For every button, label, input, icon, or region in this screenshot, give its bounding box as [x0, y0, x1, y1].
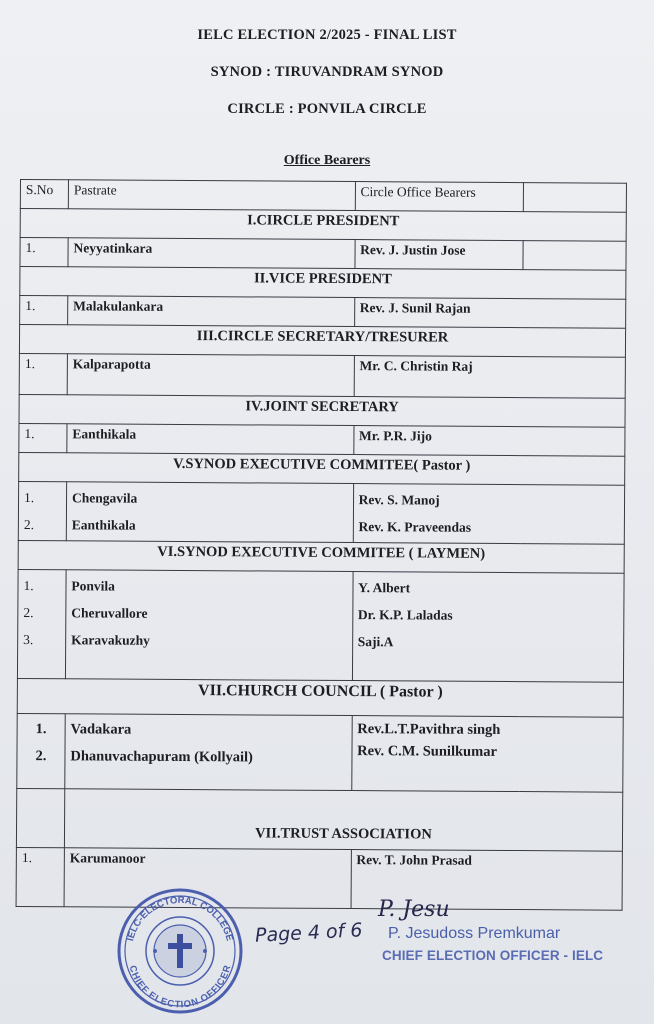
election-title: IELC ELECTION 2/2025 - FINAL LIST: [197, 27, 457, 43]
row-name: Rev. J. Justin Jose: [355, 240, 524, 270]
row-name: Mr. C. Christin Raj: [354, 356, 626, 399]
circle-title: CIRCLE : PONVILA CIRCLE: [227, 101, 427, 117]
col-office-bearers: Circle Office Bearers: [355, 182, 524, 212]
election-seal: [115, 886, 245, 1016]
table-row: [16, 847, 622, 910]
col-blank: [523, 183, 626, 213]
section-synod-exec-pastor: V.SYNOD EXECUTIVE COMMITEE( Pastor ): [19, 452, 625, 485]
table-row: [17, 569, 624, 682]
section-synod-exec-laymen: VI.SYNOD EXECUTIVE COMMITEE ( LAYMEN): [18, 540, 624, 573]
col-sno: S.No: [20, 180, 68, 209]
row-name: Rev.L.T.Pavithra singh Rev. C.M. Sunilkumar: [351, 716, 623, 793]
row-blank: [523, 241, 626, 271]
office-bearers-table: [16, 179, 627, 911]
table-header-row: [20, 180, 626, 213]
table-row: [17, 713, 623, 792]
row-pastrate: Ponvila Cheruvallore Karavakuzhy: [65, 570, 352, 681]
row-name: Rev. S. Manoj Rev. K. Praveendas: [353, 484, 625, 545]
office-bearers-heading: Office Bearers: [283, 153, 371, 168]
table-row: [19, 353, 625, 398]
row-no: 1.: [19, 423, 67, 452]
col-pastrate: Pastrate: [68, 180, 355, 211]
section-row: [20, 267, 626, 300]
row-no: 1. 2. 3.: [17, 569, 66, 678]
seal-top-text: IELC-ELECTORAL COLLEGE: [125, 894, 235, 943]
section-row: [19, 394, 625, 427]
row-no: 1.: [16, 847, 64, 906]
row-no: 1.: [19, 353, 67, 394]
row-pastrate: Vadakara Dhanuvachapuram (Kollyail): [65, 714, 352, 791]
row-name: Mr. P.R. Jijo: [353, 426, 625, 457]
table-row: [20, 238, 626, 271]
section-trust-association: VII.TRUST ASSOCIATION: [64, 789, 622, 851]
signature: P. Jesu: [378, 897, 450, 922]
table-row: [20, 296, 626, 329]
row-pastrate: Eanthikala: [67, 424, 354, 455]
row-no: 1. 2.: [17, 713, 65, 788]
row-pastrate: Karumanoor: [64, 848, 351, 909]
page-note: Page 4 of 6: [254, 919, 363, 947]
section-row: [19, 452, 625, 485]
section-circle-president: I.CIRCLE PRESIDENT: [20, 209, 626, 242]
section-row: [18, 540, 624, 573]
synod-title: SYNOD : TIRUVANDRAM SYNOD: [210, 64, 444, 80]
row-name: Rev. J. Sunil Rajan: [354, 298, 626, 329]
section-row: [19, 325, 625, 358]
section-joint-secretary: IV.JOINT SECRETARY: [19, 394, 625, 427]
seal-bottom-text: CHIEF ELECTION OFFICER: [126, 964, 234, 1011]
section-blank: [16, 788, 64, 847]
section-church-council: VII.CHURCH COUNCIL ( Pastor ): [17, 678, 623, 717]
row-pastrate: Chengavila Eanthikala: [66, 482, 353, 543]
section-row: [17, 678, 623, 717]
table-row: [18, 481, 624, 544]
row-pastrate: Malakulankara: [68, 296, 355, 327]
row-pastrate: Kalparapotta: [67, 354, 354, 397]
row-name: Y. Albert Dr. K.P. Laladas Saji.A: [352, 572, 624, 683]
row-no: 1.: [20, 238, 68, 267]
section-secretary-treasurer: III.CIRCLE SECRETARY/TRESURER: [19, 325, 625, 358]
row-no: 1. 2.: [18, 481, 66, 540]
row-pastrate: Neyyatinkara: [68, 238, 355, 269]
table-row: [19, 423, 625, 456]
section-row: [20, 209, 626, 242]
section-row: [16, 788, 622, 851]
row-no: 1.: [20, 296, 68, 325]
officer-title: CHIEF ELECTION OFFICER - IELC: [382, 948, 604, 963]
section-vice-president: II.VICE PRESIDENT: [20, 267, 626, 300]
row-name: Rev. T. John Prasad: [351, 850, 623, 911]
officer-name: P. Jesudoss Premkumar: [388, 925, 561, 942]
